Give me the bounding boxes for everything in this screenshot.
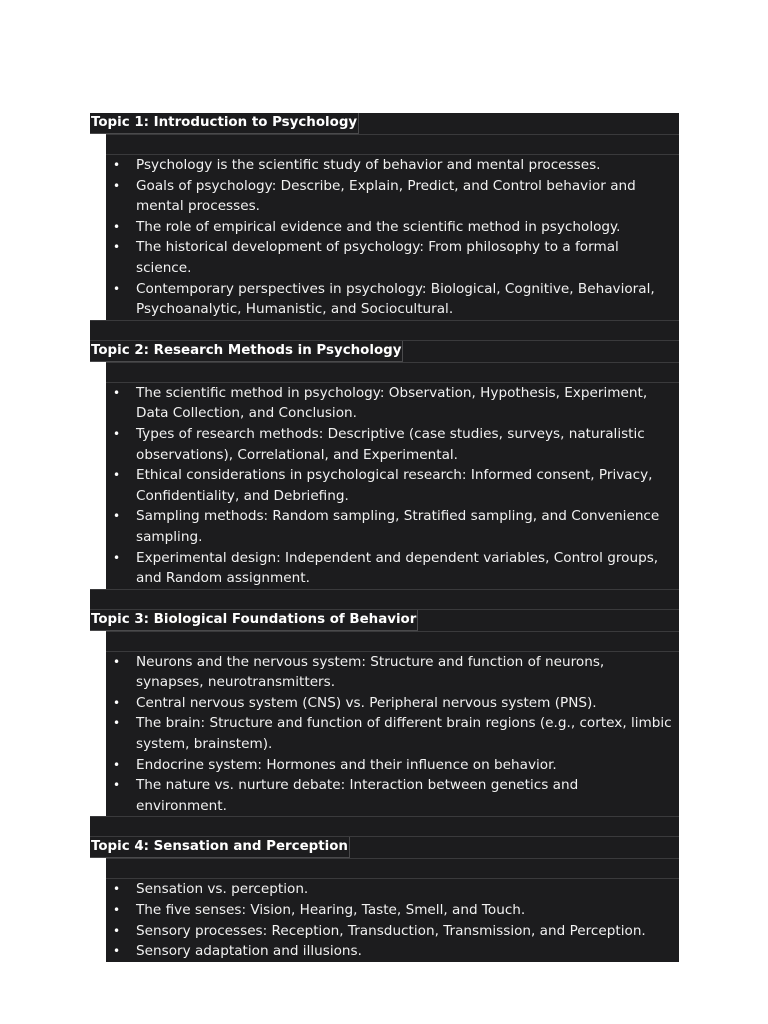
topic-heading-row [90,113,679,134]
bullet-icon: • [113,219,121,234]
spacer-row [106,858,679,879]
bullet-icon: • [113,923,121,938]
list-item: • The historical development of psychology: From philosophy to a formal science. [113,239,619,276]
topic-section-4 [90,837,679,961]
list-item: • Sensation vs. perception. [106,879,679,900]
list-item: • Sensory processes: Reception, Transduction, Transmission, and Perception. [106,921,679,942]
spacer-row [106,362,679,383]
list-item: • Sampling methods: Random sampling, Stratified sampling, and Convenience sampling. [113,508,660,545]
list-item: • Ethical considerations in psychological research: Informed consent, Privacy, Confidentiality, and Debriefing. [113,467,653,504]
topic-heading: Topic 4: Sensation and Perception [90,837,350,858]
topic-heading: Topic 1: Introduction to Psychology [90,113,359,134]
bullet-icon: • [113,240,121,255]
bullet-icon: • [113,903,121,918]
gap-row [90,589,679,610]
bullet-list [106,383,679,589]
list-item: • Types of research methods: Descriptive (case studies, surveys, naturalistic observations), Correlational, and Experimental. [113,425,645,463]
topic-heading-row [90,837,679,858]
bullet-icon: • [113,757,121,772]
list-item: • The brain: Structure and function of different brain regions (e.g., cortex, limbic system, brainstem). [113,715,672,753]
topic-heading-row [90,341,679,362]
bullet-list [106,155,679,320]
spacer-row [106,134,679,155]
list-item: • Neurons and the nervous system: Structure and function of neurons, synapses, neurotransmitters. [113,653,605,691]
list-item: • The scientific method in psychology: Observation, Hypothesis, Experiment, Data Collection, and Conclusion. [113,384,648,422]
list-item: • Experimental design: Independent and dependent variables, Control groups, and Random assignment. [113,549,659,587]
topic-heading: Topic 2: Research Methods in Psychology [90,341,403,362]
bullet-icon: • [113,426,121,441]
bullet-icon: • [113,695,121,710]
gap-row [90,320,679,341]
spacer-row [106,631,679,652]
gap-row [90,816,679,837]
topic-section-2 [90,341,679,610]
list-item: • The role of empirical evidence and the scientific method in psychology. [106,217,679,238]
bullet-list [106,879,679,961]
list-item: • The nature vs. nurture debate: Interaction between genetics and environment. [113,777,579,814]
document-content [90,113,679,962]
list-item: • Psychology is the scientific study of behavior and mental processes. [106,155,679,176]
list-item: • Contemporary perspectives in psychology: Biological, Cognitive, Behavioral, Psychoanalytic, Humanistic, and Sociocultural. [113,280,655,318]
bullet-icon: • [113,716,121,731]
topic-heading: Topic 3: Biological Foundations of Behavior [90,610,418,631]
list-item: • Central nervous system (CNS) vs. Peripheral nervous system (PNS). [106,693,679,714]
bullet-icon: • [113,654,121,669]
bullet-icon: • [113,778,121,793]
bullet-icon: • [113,385,121,400]
topic-heading-row [90,610,679,631]
bullet-icon: • [113,178,121,193]
bullet-icon: • [113,882,121,897]
bullet-icon: • [113,509,121,524]
bullet-icon: • [113,468,121,483]
bullet-icon: • [113,158,121,172]
bullet-icon: • [113,281,121,296]
bullet-icon: • [113,944,121,959]
topic-section-3 [90,610,679,838]
topic-list-block [106,155,679,320]
list-item: • Endocrine system: Hormones and their influence on behavior. [106,755,679,776]
bullet-icon: • [113,550,121,565]
list-item: • The five senses: Vision, Hearing, Taste, Smell, and Touch. [106,900,679,921]
topic-list-block [106,383,679,589]
list-item: • Goals of psychology: Describe, Explain, Predict, and Control behavior and mental processes. [113,177,636,215]
list-item: • Sensory adaptation and illusions. [106,941,679,962]
topic-list-block [106,879,679,961]
topic-section-1 [90,113,679,341]
bullet-list [106,652,679,817]
topic-list-block [106,652,679,817]
